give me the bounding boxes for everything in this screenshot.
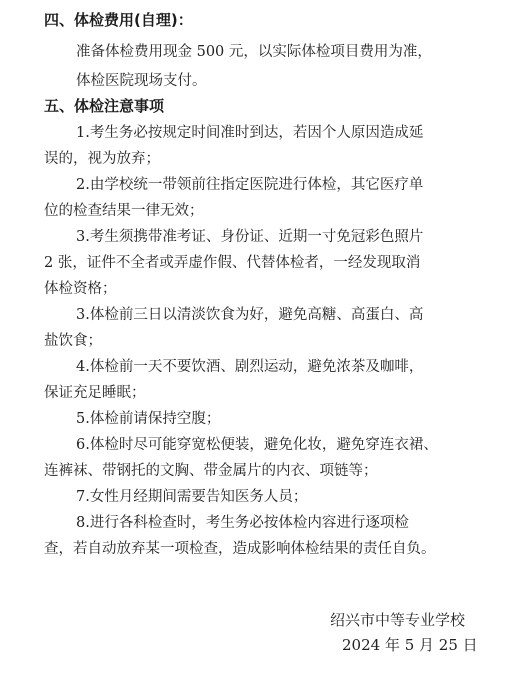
notice-item-2-line-2: 位的检查结果一律无效； (44, 203, 204, 219)
notice-item-8-line-1: 7.女性月经期间需要告知医务人员； (76, 489, 308, 505)
notice-item-1-line-1: 1.考生务必按规定时间准时到达，若因个人原因造成延 (76, 125, 424, 141)
notice-item-6-line-1: 5.体检前请保持空腹； (76, 411, 221, 427)
notice-item-4-line-2: 盐饮食； (44, 333, 102, 349)
notice-item-9-line-2: 查，若自动放弃某一项检查，造成影响体检结果的责任自负。 (44, 541, 436, 557)
notice-item-9-line-1: 8.进行各科检查时，考生务必按体检内容进行逐项检 (76, 515, 409, 531)
notice-item-7-line-1: 6.体检时尽可能穿宽松便装，避免化妆，避免穿连衣裙、 (76, 437, 438, 453)
notice-item-2-line-1: 2.由学校统一带领前往指定医院进行体检，其它医疗单 (76, 177, 424, 193)
section-4-line-2: 体检医院现场支付。 (76, 73, 207, 89)
signature-date: 2024 年 5 月 25 日 (342, 636, 478, 654)
notice-item-7-line-2: 连裤袜、带钢托的文胸、带金属片的内衣、项链等； (44, 463, 378, 479)
notice-item-4-line-1: 3.体检前三日以清淡饮食为好，避免高糖、高蛋白、高 (76, 307, 424, 323)
notice-item-3-line-1: 3.考生须携带准考证、身份证、近期一寸免冠彩色照片 (76, 229, 424, 245)
notice-item-5-line-2: 保证充足睡眠； (44, 385, 146, 401)
notice-item-5-line-1: 4.体检前一天不要饮酒、剧烈运动，避免浓茶及咖啡， (76, 359, 424, 375)
section-4-heading: 四、体检费用(自理)： (44, 11, 193, 29)
notice-item-3-line-3: 体检资格； (44, 281, 117, 297)
section-4-line-1: 准备体检费用现金 500 元，以实际体检项目费用为准， (76, 44, 432, 60)
notice-item-1-line-2: 误的，视为放弃； (44, 151, 160, 167)
section-5-heading: 五、体检注意事项 (44, 97, 165, 115)
signature-organization: 绍兴市中等专业学校 (330, 611, 466, 629)
notice-item-3-line-2: 2 张，证件不全者或弄虚作假、代替体检者，一经发现取消 (44, 255, 421, 271)
